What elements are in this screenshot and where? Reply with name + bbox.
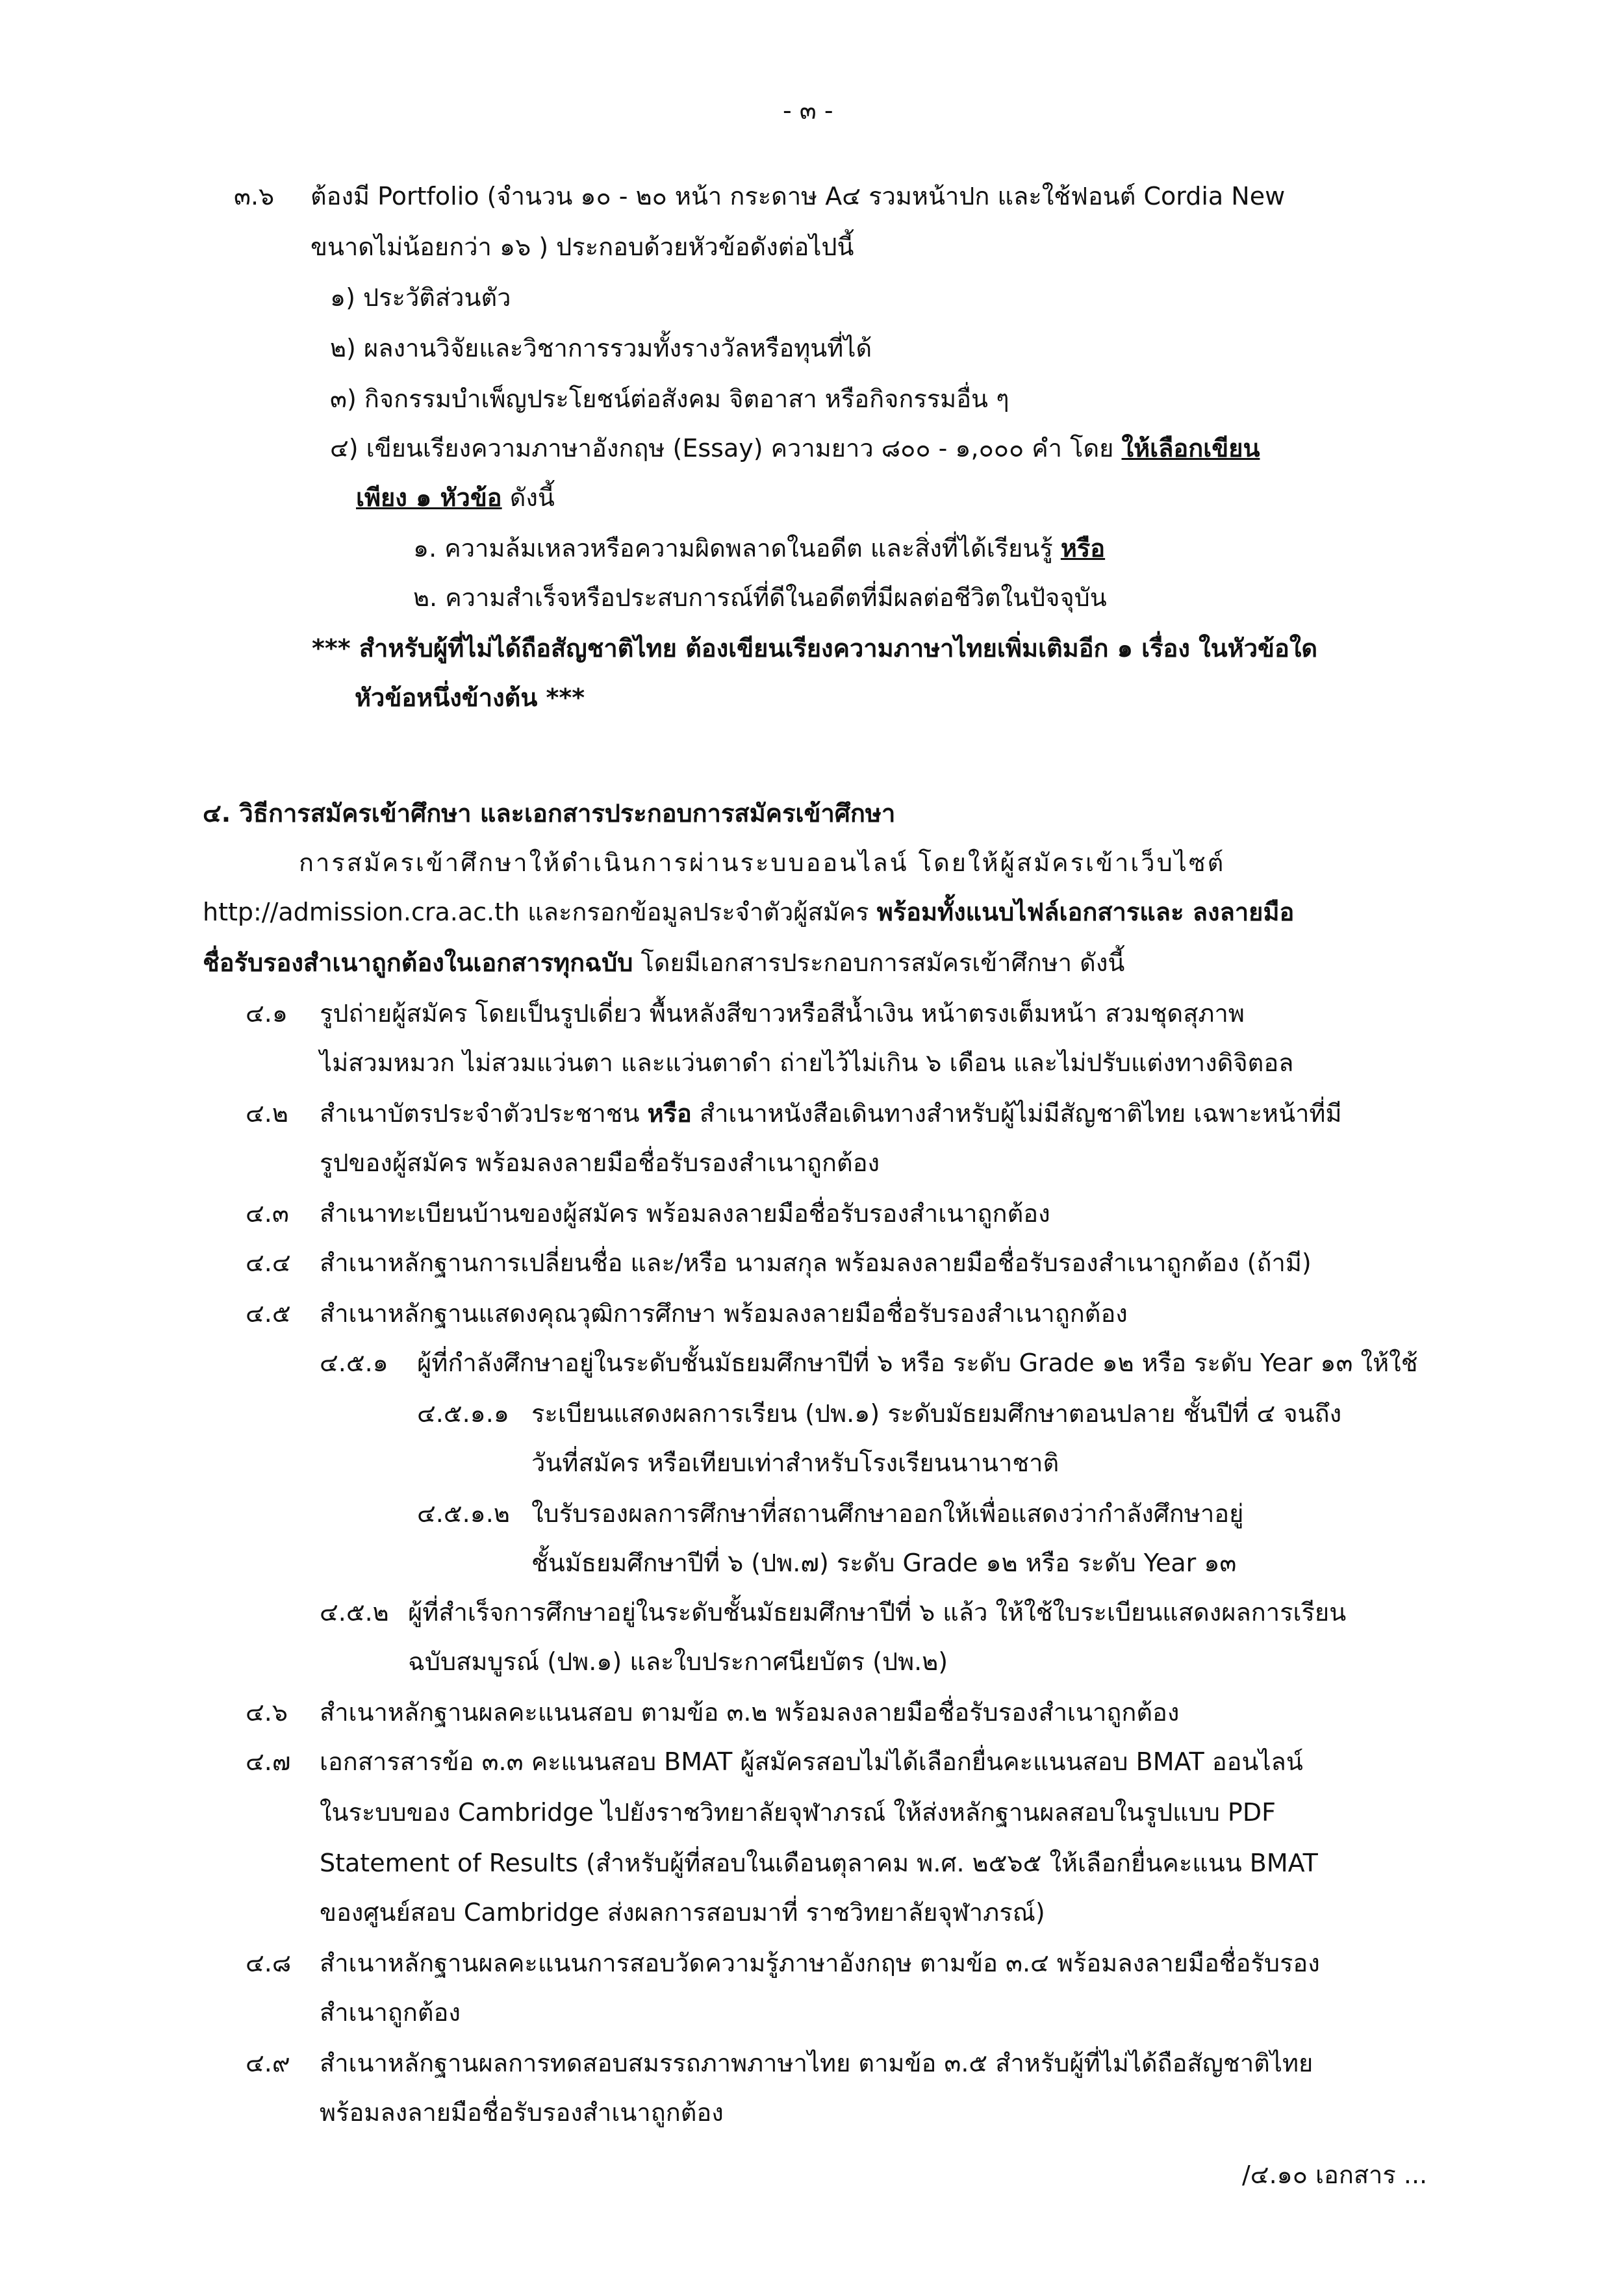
paragraph-line: วันที่สมัคร หรือเทียบเท่าสำหรับโรงเรียนนานาชาติ	[531, 1449, 1059, 1477]
item-text: สำเนาหนังสือเดินทางสำหรับผู้ไม่มีสัญชาติไทย เฉพาะหน้าที่มี	[691, 1099, 1342, 1128]
item-number: ๔.๕.๒	[320, 1598, 389, 1627]
paragraph-line: สำเนาหลักฐานผลคะแนนการสอบวัดความรู้ภาษาอังกฤษ ตามข้อ ๓.๔ พร้อมลงลายมือชื่อรับรอง	[320, 1949, 1320, 1977]
topic-item: ๒. ความสำเร็จหรือประสบการณ์ที่ดีในอดีตที่มีผลต่อชีวิตในปัจจุบัน	[413, 583, 1107, 612]
item-number: ๔.๕.๑.๑	[417, 1399, 509, 1428]
section-heading: ๔. วิธีการสมัครเข้าศึกษา และเอกสารประกอบการสมัครเข้าศึกษา	[203, 799, 896, 828]
paragraph-line: ในระบบของ Cambridge ไปยังราชวิทยาลัยจุฬาภรณ์ ให้ส่งหลักฐานผลสอบในรูปแบบ PDF	[320, 1798, 1276, 1827]
item-number: ๔.๙	[246, 2049, 290, 2077]
paragraph-line: รูปของผู้สมัคร พร้อมลงลายมือชื่อรับรองสำเนาถูกต้อง	[320, 1148, 880, 1177]
paragraph-line: ผู้ที่กำลังศึกษาอยู่ในระดับชั้นมัธยมศึกษาปีที่ ๖ หรือ ระดับ Grade ๑๒ หรือ ระดับ Year ๑๓ ให้ใช้	[417, 1349, 1418, 1377]
essay-text: ๔) เขียนเรียงความภาษาอังกฤษ (Essay) ความยาว ๘๐๐ - ๑,๐๐๐ คำ โดย	[330, 434, 1122, 463]
item-number: ๔.๓	[246, 1199, 289, 1228]
paragraph-line: รูปถ่ายผู้สมัคร โดยเป็นรูปเดี่ยว พื้นหลังสีขาวหรือสีน้ำเงิน หน้าตรงเต็มหน้า สวมชุดสุภาพ	[320, 999, 1245, 1028]
paragraph-line	[320, 1099, 1342, 1129]
paragraph-line: สำเนาถูกต้อง	[320, 1998, 461, 2027]
paragraph-line: สำเนาทะเบียนบ้านของผู้สมัคร พร้อมลงลายมือชื่อรับรองสำเนาถูกต้อง	[320, 1199, 1050, 1228]
item-number: ๔.๕.๑	[320, 1349, 388, 1377]
paragraph-line: สำเนาหลักฐานผลคะแนนสอบ ตามข้อ ๓.๒ พร้อมลงลายมือชื่อรับรองสำเนาถูกต้อง	[320, 1698, 1180, 1727]
paragraph-line	[203, 898, 1294, 928]
item-number: ๔.๑	[246, 999, 288, 1028]
paragraph-line: ชั้นมัธยมศึกษาปีที่ ๖ (ปพ.๗) ระดับ Grade ๑๒ หรือ ระดับ Year ๑๓	[531, 1549, 1237, 1577]
essay-emphasis: เพียง ๑ หัวข้อ	[356, 483, 502, 512]
intro-emphasis: ชื่อรับรองสำเนาถูกต้องในเอกสารทุกฉบับ	[203, 948, 633, 977]
paragraph-line: Statement of Results (สำหรับผู้ที่สอบในเดือนตุลาคม พ.ศ. ๒๕๖๕ ให้เลือกยื่นคะแนน BMAT	[320, 1849, 1318, 1877]
list-item	[330, 434, 1260, 464]
continuation-note: /๔.๑๐ เอกสาร ...	[1242, 2161, 1428, 2189]
paragraph-line: ฉบับสมบูรณ์ (ปพ.๑) และใบประกาศนียบัตร (ปพ.๒)	[408, 1647, 948, 1676]
note-line: *** สำหรับผู้ที่ไม่ได้ถือสัญชาติไทย ต้องเขียนเรียงความภาษาไทยเพิ่มเติมอีก ๑ เรื่อง ในหัวข้อใด	[312, 634, 1318, 663]
or-emphasis: หรือ	[647, 1099, 692, 1128]
item-number: ๔.๒	[246, 1099, 288, 1128]
topic-item	[413, 534, 1105, 564]
intro-text: http://admission.cra.ac.th และกรอกข้อมูลประจำตัวผู้สมัคร	[203, 898, 877, 926]
paragraph-line: เอกสารสารข้อ ๓.๓ คะแนนสอบ BMAT ผู้สมัครสอบไม่ได้เลือกยื่นคะแนนสอบ BMAT ออนไลน์	[320, 1747, 1303, 1776]
essay-text: ดังนี้	[501, 483, 555, 512]
intro-text: โดยมีเอกสารประกอบการสมัครเข้าศึกษา ดังนี้	[633, 948, 1125, 977]
paragraph-line: ระเบียนแสดงผลการเรียน (ปพ.๑) ระดับมัธยมศึกษาตอนปลาย ชั้นปีที่ ๔ จนถึง	[531, 1399, 1342, 1428]
paragraph-line: ต้องมี Portfolio (จำนวน ๑๐ - ๒๐ หน้า กระดาษ A๔ รวมหน้าปก และใช้ฟอนต์ Cordia New	[311, 182, 1286, 210]
paragraph-line: ใบรับรองผลการศึกษาที่สถานศึกษาออกให้เพื่อแสดงว่ากำลังศึกษาอยู่	[531, 1499, 1244, 1528]
item-number: ๔.๘	[246, 1949, 292, 1977]
paragraph-line: สำเนาหลักฐานการเปลี่ยนชื่อ และ/หรือ นามสกุล พร้อมลงลายมือชื่อรับรองสำเนาถูกต้อง (ถ้ามี)	[320, 1249, 1312, 1277]
note-line: หัวข้อหนึ่งข้างต้น ***	[355, 683, 585, 712]
list-item: ๒) ผลงานวิจัยและวิชาการรวมทั้งรางวัลหรือทุนที่ได้	[330, 334, 872, 362]
paragraph-line: ของศูนย์สอบ Cambridge ส่งผลการสอบมาที่ ราชวิทยาลัยจุฬาภรณ์)	[320, 1898, 1045, 1927]
paragraph-line: สำเนาหลักฐานแสดงคุณวุฒิการศึกษา พร้อมลงลายมือชื่อรับรองสำเนาถูกต้อง	[320, 1299, 1128, 1328]
or-emphasis: หรือ	[1060, 534, 1106, 563]
paragraph-line: สำเนาหลักฐานผลการทดสอบสมรรถภาพภาษาไทย ตามข้อ ๓.๕ สำหรับผู้ที่ไม่ได้ถือสัญชาติไทย	[320, 2049, 1313, 2077]
paragraph-line	[203, 948, 1124, 978]
paragraph-line	[356, 483, 555, 513]
item-number: ๔.๖	[246, 1698, 288, 1727]
item-number: ๔.๗	[246, 1747, 291, 1776]
paragraph-line: ไม่สวมหมวก ไม่สวมแว่นตา และแว่นตาดำ ถ่ายไว้ไม่เกิน ๖ เดือน และไม่ปรับแต่งทางดิจิตอล	[320, 1048, 1294, 1077]
item-number: ๔.๕.๑.๒	[417, 1499, 510, 1528]
list-item: ๑) ประวัติส่วนตัว	[330, 283, 511, 312]
item-number: ๔.๔	[246, 1249, 291, 1277]
paragraph-line: ผู้ที่สำเร็จการศึกษาอยู่ในระดับชั้นมัธยมศึกษาปีที่ ๖ แล้ว ให้ใช้ใบระเบียนแสดงผลการเรียน	[408, 1598, 1347, 1627]
page-number: - ๓ -	[783, 96, 833, 125]
item-number: ๔.๕	[246, 1299, 291, 1328]
item-text: สำเนาบัตรประจำตัวประชาชน	[320, 1099, 648, 1128]
essay-emphasis: ให้เลือกเขียน	[1121, 434, 1260, 463]
item-number: ๓.๖	[234, 182, 275, 210]
list-item: ๓) กิจกรรมบำเพ็ญประโยชน์ต่อสังคม จิตอาสา หรือกิจกรรมอื่น ๆ	[330, 385, 1009, 413]
topic-text: ๑. ความล้มเหลวหรือความผิดพลาดในอดีต และสิ่งที่ได้เรียนรู้	[413, 534, 1061, 563]
paragraph-line: พร้อมลงลายมือชื่อรับรองสำเนาถูกต้อง	[320, 2098, 724, 2127]
paragraph-line: การสมัครเข้าศึกษาให้ดำเนินการผ่านระบบออนไลน์ โดยให้ผู้สมัครเข้าเว็บไซต์	[299, 848, 1226, 877]
paragraph-line: ขนาดไม่น้อยกว่า ๑๖ ) ประกอบด้วยหัวข้อดังต่อไปนี้	[311, 233, 854, 261]
intro-emphasis: พร้อมทั้งแนบไฟล์เอกสารและ ลงลายมือ	[876, 898, 1295, 926]
